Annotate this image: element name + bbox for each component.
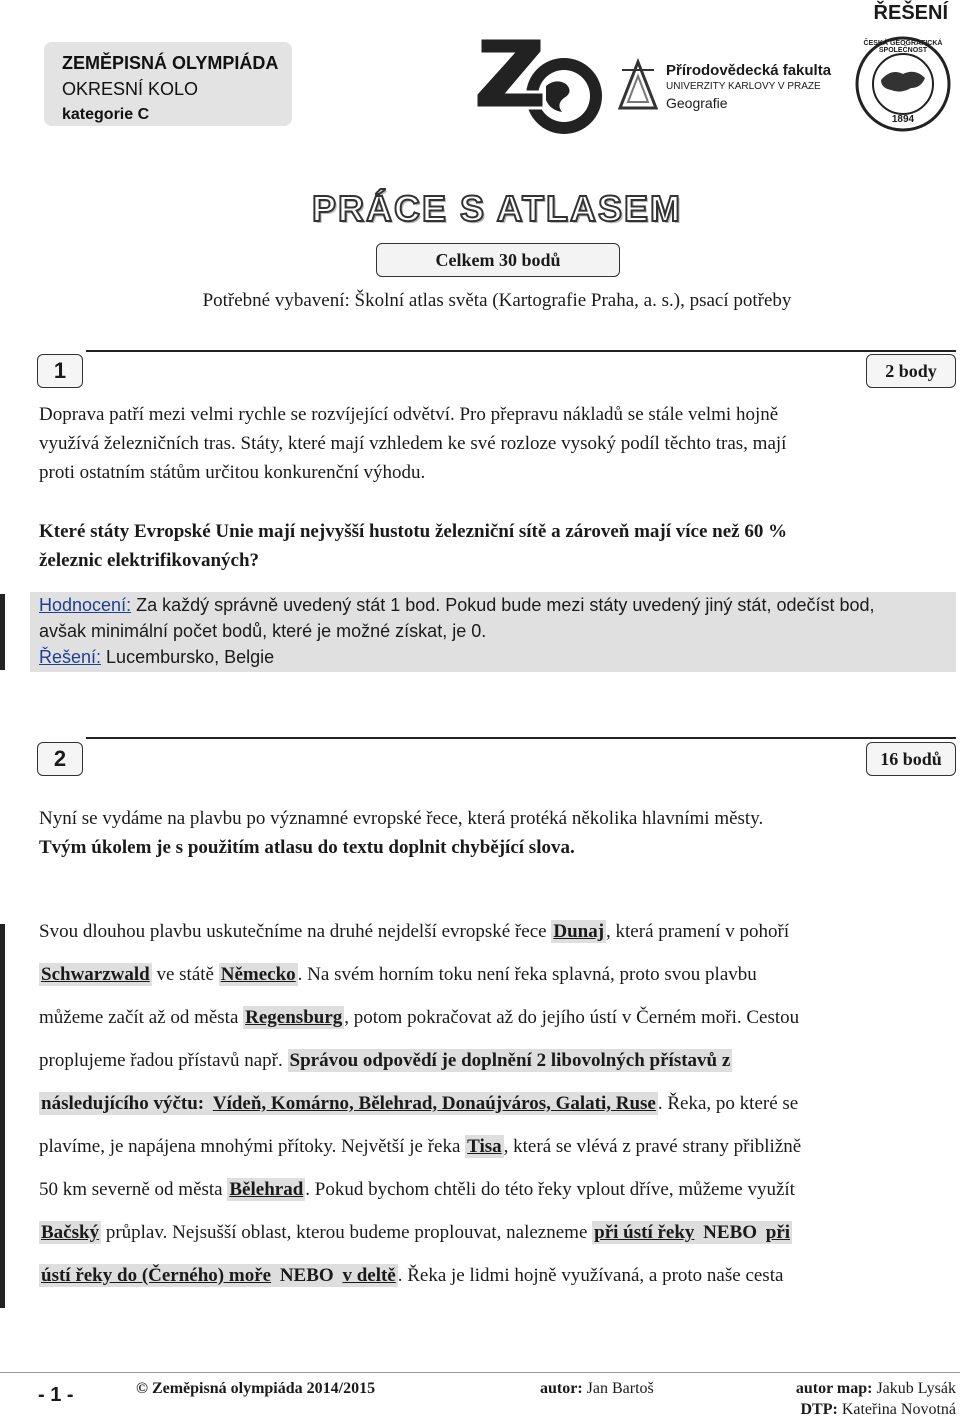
text-segment: plavíme, je napájena mnohými přítoky. Největší je řeka [39,1136,466,1157]
question-points: 2 body [866,354,956,388]
answer-regensburg: Regensburg [245,1007,343,1028]
text-segment: průplav. Nejsušší oblast, kterou budeme proplouvat, nalezneme [101,1222,593,1243]
page-number: - 1 - [38,1384,74,1406]
question-task: Tvým úkolem je s použitím atlasu do textu doplnit chybějící slova. [39,837,575,858]
answer-or: NEBO [698,1222,762,1243]
answer-belehrad: Bělehrad [229,1179,304,1200]
grading-text: Za každý správně uvedený stát 1 bod. Pokud bude mezi státy uvedený jiný stát, odečíst bod, [131,595,875,615]
page-title: PRÁCE S ATLASEM [311,188,682,229]
category-name: kategorie C [62,106,150,123]
zo-logo [472,28,612,136]
text-segment: ve státě [151,964,219,985]
question-number: 1 [37,354,83,388]
grading-box [30,592,956,672]
department-name: Geografie [666,95,728,111]
question-number: 2 [37,742,83,776]
answer-instruction: následujícího výčtu: [41,1093,209,1114]
text-segment: . Pokud bychom chtěli do této řeky vplout dříve, můžeme využít [305,1179,795,1200]
society-seal [855,36,951,132]
intro-line: proti ostatním státům určitou konkurenční výhodu. [39,462,426,483]
solution-label: ŘEŠENÍ [873,2,948,24]
map-author-name: Jakub Lysák [872,1380,956,1397]
footer-dtp [800,1401,956,1419]
fill-text-line [39,1265,954,1287]
answer-driest-area: ústí řeky do (Černého) moře [41,1265,272,1286]
section-divider [86,737,956,739]
faculty-logo [618,58,848,118]
grading-line [39,592,875,618]
intro-line: využívá železničních tras. Státy, které mají vzhledem ke své rozloze vysoký podíl těchto tras, mají [39,433,787,454]
fill-text-line [39,1136,954,1158]
text-segment: . Na svém horním toku není řeka splavná, proto svou plavbu [297,964,757,985]
faculty-emblem-icon [618,58,658,114]
text-segment: , potom pokračovat až do jejího ústí v Černém moři. Cestou [344,1007,800,1028]
text-segment: proplujeme řadou přístavů např. [39,1050,288,1071]
society-year: 1894 [891,114,915,125]
competition-header [44,42,292,126]
footer-author [540,1380,654,1398]
required-equipment: Potřebné vybavení: Školní atlas světa (Kartografie Praha, a. s.), psací potřeby [202,290,792,311]
intro-line: Doprava patří mezi velmi rychle se rozvíjející odvětví. Pro přepravu nákladů se stále velmi hojně [39,404,779,425]
fill-text-line [39,1179,954,1201]
text-segment: . Řeka je lidmi hojně využívaná, a proto naše cesta [397,1265,784,1286]
text-segment: můžeme začít až od města [39,1007,244,1028]
answer-driest-area: při [765,1222,791,1243]
fill-text-line [39,921,954,943]
question-points: 16 bodů [866,742,956,776]
university-name: UNIVERZITY KARLOVY V PRAZE [666,81,821,92]
text-segment: , která pramení v pohoří [606,921,790,942]
total-points: Celkem 30 bodů [376,243,620,277]
text-segment: . Řeka, po které se [657,1093,799,1114]
fill-text-line [39,1093,954,1115]
solution-line [39,644,274,670]
margin-bar [0,924,5,1308]
answer-bacsky: Bačský [41,1222,100,1243]
answer-driest-area: při ústí řeky [594,1222,695,1243]
map-author-label: autor map: [795,1380,873,1397]
question-intro [39,400,949,487]
answer-driest-area: v deltě [342,1265,396,1286]
fill-text-line [39,1222,954,1244]
question-text [39,517,949,575]
answer-dunaj: Dunaj [553,921,605,942]
answer-schwarzwald: Schwarzwald [41,964,150,985]
question-line: Které státy Evropské Unie mají nejvyšší hustotu železniční sítě a zároveň mají více než 60 % [39,521,788,542]
society-name: ČESKÁ GEOGRAFICKÁ SPOLEČNOST [863,40,943,54]
dtp-name: Kateřina Novotná [837,1401,956,1418]
question-line: železnic elektrifikovaných? [39,550,260,571]
answer-tisa: Tisa [467,1136,502,1157]
text-segment: Svou dlouhou plavbu uskutečníme na druhé nejdelší evropské řece [39,921,552,942]
answer-or: NEBO [275,1265,339,1286]
round-name: OKRESNÍ KOLO [62,79,199,99]
dtp-label: DTP: [800,1401,838,1418]
solution-label-text: Řešení: [39,647,102,667]
footer-divider [0,1372,960,1373]
grading-line: avšak minimální počet bodů, které je možné získat, je 0. [39,621,487,641]
question-intro: Nyní se vydáme na plavbu po významné evropské řece, která protéká několika hlavními městy. [39,808,764,829]
footer-copyright: © Zeměpisná olympiáda 2014/2015 [136,1380,376,1397]
solution-text: Lucembursko, Belgie [101,647,275,667]
section-divider [86,350,956,352]
grading-label: Hodnocení: [39,595,132,615]
olympiad-name: ZEMĚPISNÁ OLYMPIÁDA [62,53,279,73]
answer-nemecko: Německo [220,964,296,985]
answer-instruction: Správou odpovědí je doplnění 2 libovolných přístavů z [289,1050,731,1071]
author-name: Jan Bartoš [582,1380,654,1397]
text-segment: , která se vlévá z pravé strany přibližně [503,1136,802,1157]
margin-bar [0,594,5,670]
footer-map-author [796,1380,956,1398]
answer-ports: Vídeň, Komárno, Bělehrad, Donaújváros, Galati, Ruse [212,1093,656,1114]
fill-text-line [39,1050,954,1072]
fill-text-line [39,1007,954,1029]
faculty-name: Přírodovědecká fakulta [666,62,832,79]
text-segment: 50 km severně od města [39,1179,228,1200]
fill-text-line [39,964,954,986]
author-label: autor: [540,1380,583,1397]
